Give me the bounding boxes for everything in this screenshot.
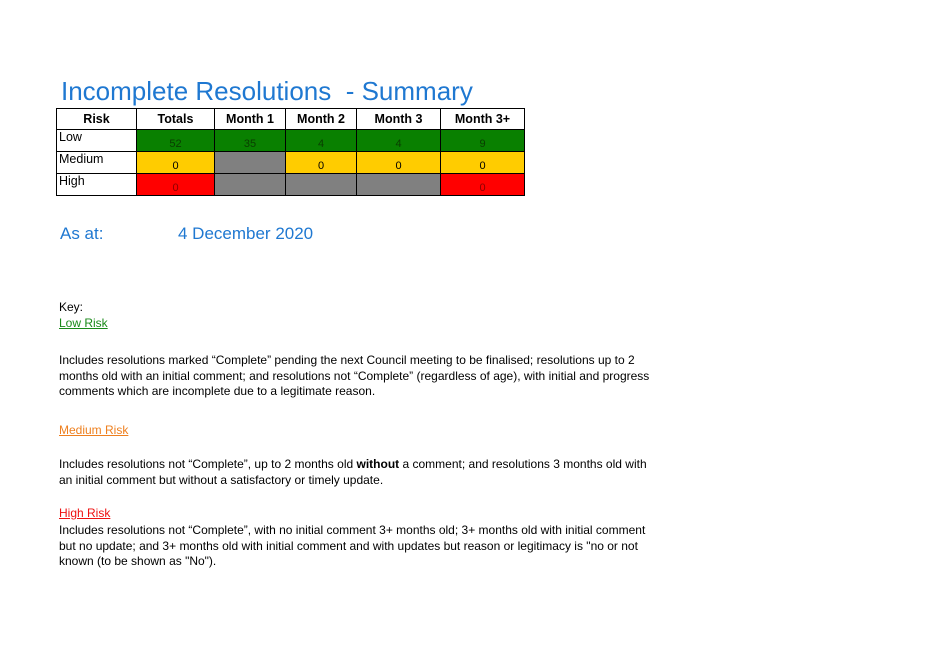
table-row-low [57, 130, 525, 152]
high-risk-description: Includes resolutions not “Complete”, with no initial comment 3+ months old; 3+ months old with initial comment but no update; and 3+ months old with initial comment and with updates but reason or legitimacy is "no or not known (to be shown as "No"). [59, 523, 646, 568]
cell-low-month-3: 4 [357, 130, 441, 152]
high-risk-heading: High Risk [59, 506, 111, 520]
as-at-label: As at: [60, 224, 104, 243]
cell-medium-month-1 [215, 152, 286, 174]
header-month-1: Month 1 [215, 109, 286, 130]
medium-desc-bold: without [356, 457, 400, 471]
cell-medium-totals: 0 [137, 152, 215, 174]
cell-medium-month-3-plus: 0 [441, 152, 525, 174]
cell-low-month-3-plus: 9 [441, 130, 525, 152]
cell-high-totals: 0 [137, 174, 215, 196]
table-row-medium [57, 152, 525, 174]
table-row-high [57, 174, 525, 196]
cell-low-totals: 52 [137, 130, 215, 152]
header-month-2: Month 2 [286, 109, 357, 130]
low-risk-description: Includes resolutions marked “Complete” pending the next Council meeting to be finalised; resolutions up to 2 months old with an initial comment; and resolutions not “Complete” (regardless of age), with initial and progress comments which are incomplete due to a legitimate reason. [59, 353, 650, 398]
summary-table [56, 108, 525, 196]
medium-risk-description [59, 457, 659, 488]
row-label-high: High [57, 174, 137, 196]
medium-risk-heading: Medium Risk [59, 423, 129, 437]
low-risk-heading: Low Risk [59, 316, 108, 330]
cell-high-month-3 [357, 174, 441, 196]
cell-high-month-1 [215, 174, 286, 196]
header-totals: Totals [137, 109, 215, 130]
as-at-date: 4 December 2020 [178, 224, 314, 243]
cell-low-month-2: 4 [286, 130, 357, 152]
row-label-low: Low [57, 130, 137, 152]
row-label-medium: Medium [57, 152, 137, 174]
page-title: Incomplete Resolutions - Summary [61, 76, 473, 106]
header-month-3: Month 3 [357, 109, 441, 130]
cell-high-month-3-plus: 0 [441, 174, 525, 196]
table-header-row [57, 109, 525, 130]
cell-low-month-1: 35 [215, 130, 286, 152]
cell-medium-month-2: 0 [286, 152, 357, 174]
header-risk: Risk [57, 109, 137, 130]
key-title: Key: [59, 300, 84, 314]
cell-medium-month-3: 0 [357, 152, 441, 174]
header-month-3-plus: Month 3+ [441, 109, 525, 130]
medium-desc-part-2: a comment; and resolutions 3 months old with an initial comment but without a satisfactory or timely update. [59, 457, 647, 487]
cell-high-month-2 [286, 174, 357, 196]
medium-desc-part-1: Includes resolutions not “Complete”, up to 2 months old [59, 457, 357, 471]
